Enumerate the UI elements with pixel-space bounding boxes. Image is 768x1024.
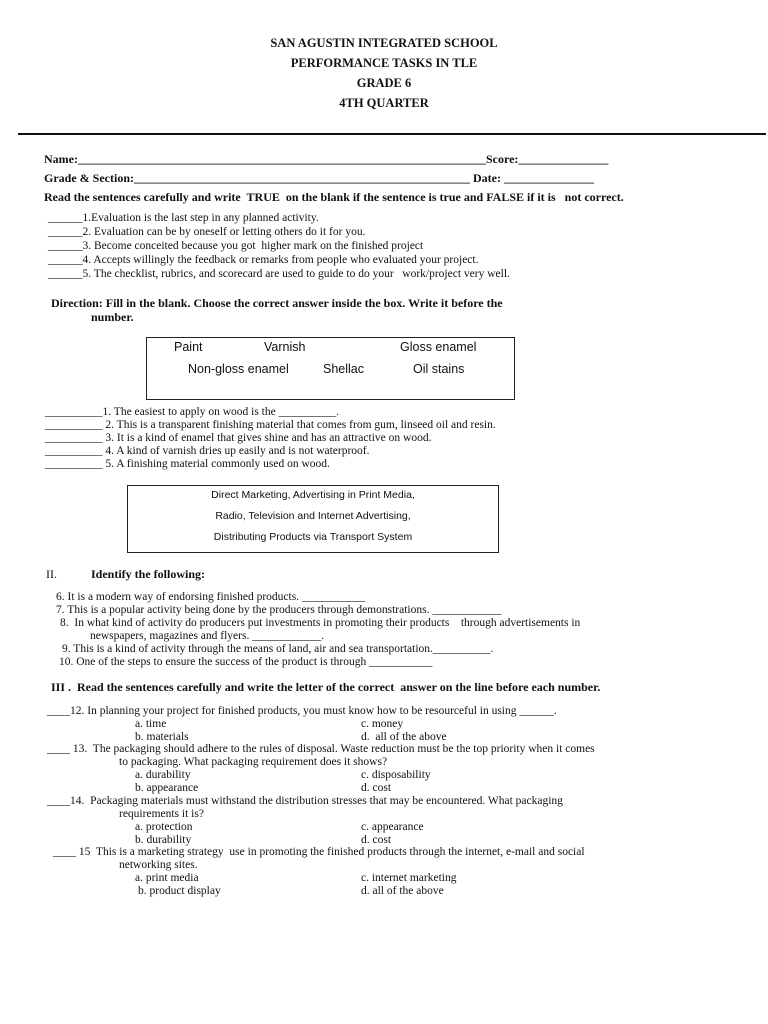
question-15-stem: ____ 15 This is a marketing strategy use in promoting the finished products through the internet, e-mail and social bbox=[53, 846, 585, 858]
choice-word: Non-gloss enamel bbox=[188, 362, 289, 376]
q13-option-a: a. durability bbox=[135, 769, 191, 781]
question-12-stem: ____12. In planning your project for finished products, you must know how to be resourceful in using ______. bbox=[47, 705, 557, 717]
q14-option-d: d. cost bbox=[361, 834, 392, 846]
q14-option-b: b. durability bbox=[135, 834, 192, 846]
q12-option-a: a. time bbox=[135, 718, 167, 730]
header-divider bbox=[18, 133, 766, 135]
part2-direction: Direction: Fill in the blank. Choose the correct answer inside the box. Write it before the bbox=[51, 296, 503, 310]
part2-item: __________ 5. A finishing material commonly used on wood. bbox=[45, 458, 330, 470]
section2-heading: Identify the following: bbox=[91, 567, 205, 581]
question-15-stem-cont: networking sites. bbox=[119, 859, 198, 871]
q13-option-c: c. disposability bbox=[361, 769, 431, 781]
section2-item: 7. This is a popular activity being done by the producers through demonstrations. ____________ bbox=[56, 604, 502, 616]
document-title: PERFORMANCE TASKS IN TLE bbox=[290, 56, 478, 70]
part1-item: ______5. The checklist, rubrics, and scorecard are used to guide to do your work/project very well. bbox=[48, 268, 510, 280]
quarter-label: 4TH QUARTER bbox=[339, 96, 429, 110]
choice-word: Shellac bbox=[323, 362, 364, 376]
question-13-stem: ____ 13. The packaging should adhere to the rules of disposal. Waste reduction must be the top priority when it comes bbox=[47, 743, 595, 755]
part2-item: __________ 4. A kind of varnish dries up easily and is not waterproof. bbox=[45, 445, 370, 457]
q15-option-a: a. print media bbox=[135, 872, 199, 884]
section2-number: II. bbox=[46, 567, 57, 581]
part1-item: ______4. Accepts willingly the feedback or remarks from people who evaluated your project. bbox=[48, 254, 479, 266]
school-name: SAN AGUSTIN INTEGRATED SCHOOL bbox=[270, 36, 498, 50]
q12-option-c: c. money bbox=[361, 718, 404, 730]
section3-heading: III . Read the sentences carefully and write the letter of the correct answer on the line before each number. bbox=[51, 680, 601, 694]
marketing-choice-line: Distributing Products via Transport System bbox=[213, 531, 413, 543]
q12-option-b: b. materials bbox=[135, 731, 189, 743]
q14-option-c: c. appearance bbox=[361, 821, 424, 833]
q15-option-c: c. internet marketing bbox=[361, 872, 457, 884]
marketing-choice-box bbox=[127, 485, 499, 553]
part1-item: ______3. Become conceited because you got higher mark on the finished project bbox=[48, 240, 424, 252]
name-score-line: Name:____________________________________________________________________Score:_______________ bbox=[44, 152, 609, 166]
section2-item: 10. One of the steps to ensure the success of the product is through ___________ bbox=[59, 656, 433, 668]
marketing-choice-line: Direct Marketing, Advertising in Print Media, bbox=[211, 489, 415, 501]
q12-option-d: d. all of the above bbox=[361, 731, 447, 743]
q15-option-d: d. all of the above bbox=[361, 885, 444, 897]
marketing-choice-line: Radio, Television and Internet Advertising, bbox=[215, 510, 411, 522]
part2-direction-cont: number. bbox=[91, 310, 134, 324]
part2-item: __________ 2. This is a transparent finishing material that comes from gum, linseed oil and resin. bbox=[45, 419, 496, 431]
grade-date-line: Grade & Section:________________________________________________________ Date: _______________ bbox=[44, 171, 594, 185]
grade-label: GRADE 6 bbox=[356, 76, 412, 90]
section2-item: 9. This is a kind of activity through the means of land, air and sea transportation.__________. bbox=[62, 643, 494, 655]
part2-item: __________1. The easiest to apply on wood is the __________. bbox=[45, 406, 339, 418]
question-14-stem-cont: requirements it is? bbox=[119, 808, 204, 820]
choice-word: Varnish bbox=[264, 340, 306, 354]
question-13-stem-cont: to packaging. What packaging requirement does it shows? bbox=[119, 756, 388, 768]
section2-item-cont: newspapers, magazines and flyers. ____________. bbox=[90, 630, 325, 642]
choice-word: Gloss enamel bbox=[400, 340, 477, 354]
question-14-stem: ____14. Packaging materials must withstand the distribution stresses that may be encountered. What packaging bbox=[47, 795, 563, 807]
choice-word: Oil stains bbox=[413, 362, 465, 376]
q14-option-a: a. protection bbox=[135, 821, 193, 833]
choice-word: Paint bbox=[174, 340, 203, 354]
part2-item: __________ 3. It is a kind of enamel that gives shine and has an attractive on wood. bbox=[45, 432, 432, 444]
section2-item: 8. In what kind of activity do producers put investments in promoting their products through advertisements in bbox=[60, 617, 581, 629]
part1-item: ______1.Evaluation is the last step in any planned activity. bbox=[48, 212, 319, 224]
q13-option-d: d. cost bbox=[361, 782, 392, 794]
q13-option-b: b. appearance bbox=[135, 782, 199, 794]
part1-item: ______2. Evaluation can be by oneself or letting others do it for you. bbox=[48, 226, 366, 238]
q15-option-b: b. product display bbox=[138, 885, 221, 897]
answer-choice-box bbox=[146, 337, 515, 400]
part1-instruction: Read the sentences carefully and write TRUE on the blank if the sentence is true and FALSE if it is not correct. bbox=[44, 190, 624, 204]
section2-item: 6. It is a modern way of endorsing finished products. ___________ bbox=[56, 591, 366, 603]
